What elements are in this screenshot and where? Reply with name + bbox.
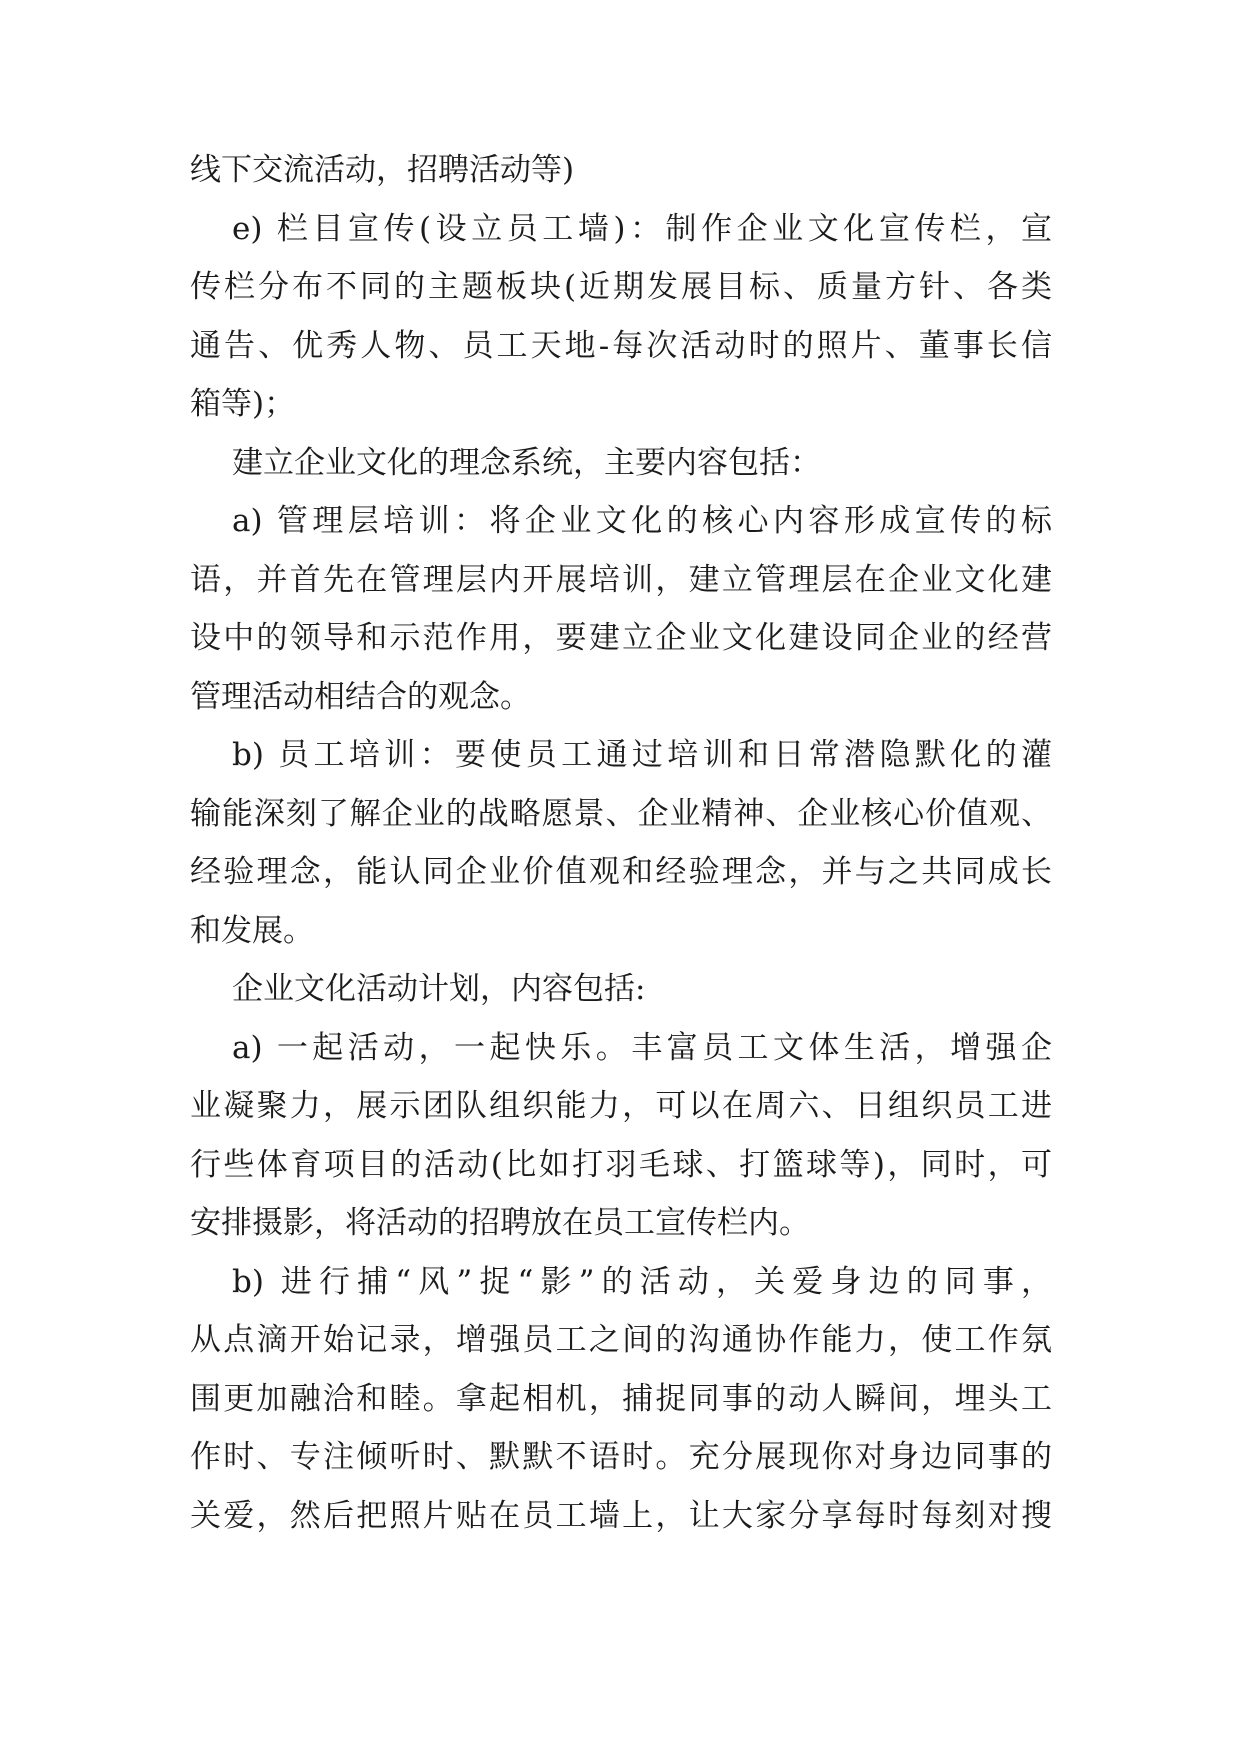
text-line: 作时、专注倾听时、默默不语时。充分展现你对身边同事的 [190,1439,1052,1475]
text-line: a) 一起活动，一起快乐。丰富员工文体生活，增强企 [232,1029,1052,1066]
text-line: 箱等)； [190,386,296,422]
paragraph [190,492,1052,726]
text-line: 和发展。 [190,912,314,949]
text-line: 管理活动相结合的观念。 [190,678,531,715]
text-line: 安排摄影，将活动的招聘放在员工宣传栏内。 [190,1205,810,1241]
paragraph [190,141,1052,200]
text-line: a) 管理层培训：将企业文化的核心内容形成宣传的标 [232,503,1052,539]
text-line: 输能深刻了解企业的战略愿景、企业精神、企业核心价值观、 [190,795,1052,832]
text-line: 建立企业文化的理念系统，主要内容包括： [232,444,821,481]
text-line: 语，并首先在管理层内开展培训，建立管理层在企业文化建 [190,561,1052,598]
text-line: 通告、优秀人物、员工天地-每次活动时的照片、董事长信 [190,327,1052,364]
text-line: 业凝聚力，展示团队组织能力，可以在周六、日组织员工进 [190,1088,1052,1124]
paragraph [190,200,1052,434]
body-text [190,141,1052,1545]
text-line: 围更加融洽和睦。拿起相机，捕捉同事的动人瞬间，埋头工 [190,1380,1052,1417]
paragraph [190,726,1052,960]
text-line: 关爱，然后把照片贴在员工墙上，让大家分享每时每刻对搜 [190,1497,1052,1534]
text-line: 行些体育项目的活动(比如打羽毛球、打篮球等)，同时，可 [190,1146,1052,1183]
paragraph [190,960,1052,1019]
text-line: 经验理念，能认同企业价值观和经验理念，并与之共同成长 [190,854,1052,890]
text-line: b) 员工培训：要使员工通过培训和日常潜隐默化的灌 [232,737,1052,773]
text-line: 线下交流活动，招聘活动等) [190,152,575,188]
text-line: e) 栏目宣传(设立员工墙)：制作企业文化宣传栏，宣 [232,210,1052,247]
text-line: b) 进行捕“风”捉“影”的活动，关爱身边的同事， [232,1263,1052,1300]
paragraph [190,434,1052,493]
text-line: 企业文化活动计划，内容包括: [232,971,646,1007]
paragraph [190,1253,1052,1546]
text-line: 传栏分布不同的主题板块(近期发展目标、质量方针、各类 [190,269,1052,305]
text-line: 设中的领导和示范作用，要建立企业文化建设同企业的经营 [190,620,1052,656]
paragraph [190,1019,1052,1253]
text-line: 从点滴开始记录，增强员工之间的沟通协作能力，使工作氛 [190,1322,1052,1358]
